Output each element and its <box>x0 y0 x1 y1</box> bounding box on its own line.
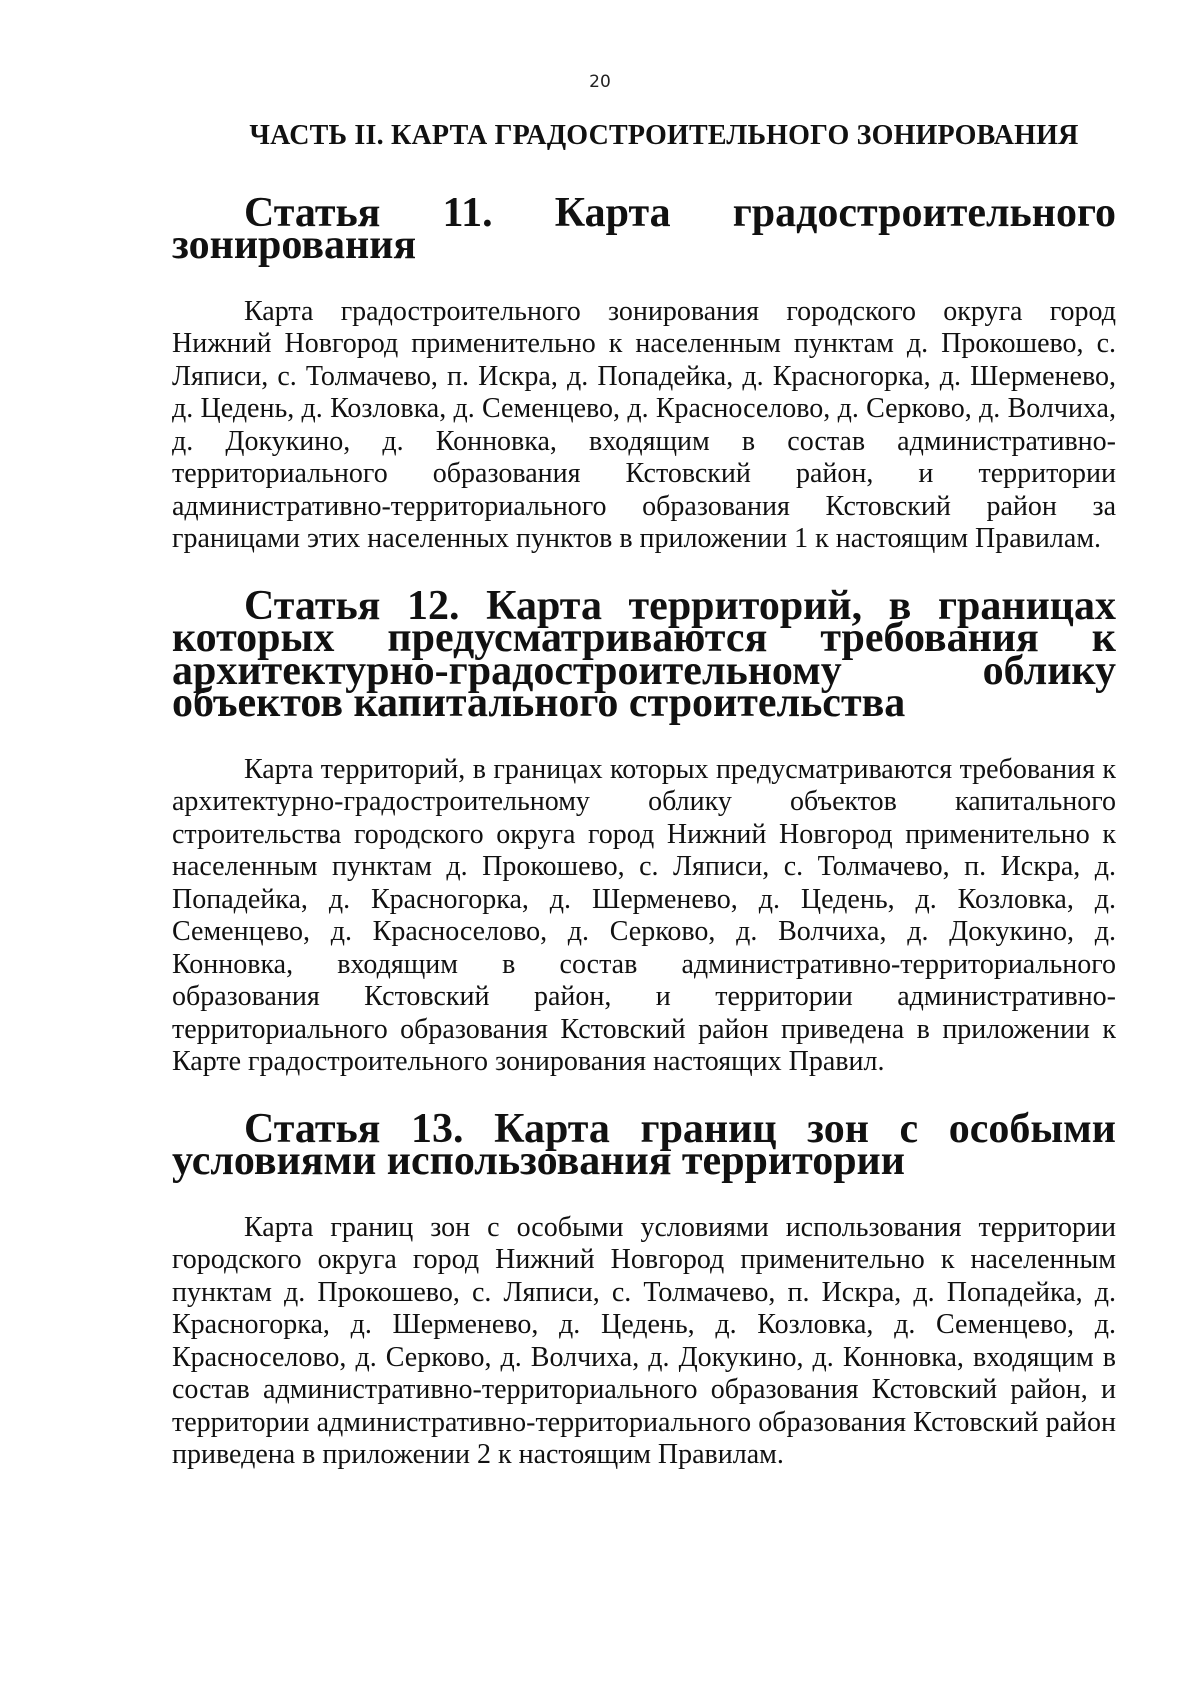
article-11-text: Карта градостроительного зонирования городского округа город Нижний Новгород применительно к населенным пунктам д. Прокошево, с. Ляписи, с. Толмачево, п. Искра, д. Попадейка, д. Красногорка, д. Шерменево, д. Цедень, д. Козловка, д. Семенцево, д. Красноселово, д. Серково, д. Волчиха, д. Докукино, д. Конновка, входящим в состав административно-территориального образования Кстовский район, и территории административно-территориального образования Кстовский район за границами этих населенных пунктов в приложении 1 к настоящим Правилам. <box>172 295 1116 554</box>
document-body <box>172 120 1116 1506</box>
page-number: 20 <box>589 72 611 92</box>
article-12-title: Статья 12. Карта территорий, в границах которых предусматриваются требования к архитектурно-градостроительному облику объектов капитального строительства <box>172 582 1116 726</box>
article-13-title: Статья 13. Карта границ зон с особыми условиями использования территории <box>172 1105 1116 1184</box>
article-11-title: Статья 11. Карта градостроительного зонирования <box>172 189 1116 268</box>
part-title: ЧАСТЬ II. КАРТА ГРАДОСТРОИТЕЛЬНОГО ЗОНИРОВАНИЯ <box>249 120 1079 151</box>
article-12-text: Карта территорий, в границах которых предусматриваются требования к архитектурно-градостроительному облику объектов капитального строительства городского округа город Нижний Новгород применительно к населенным пунктам д. Прокошево, с. Ляписи, с. Толмачево, п. Искра, д. Попадейка, д. Красногорка, д. Шерменево, д. Цедень, д. Козловка, д. Семенцево, д. Красноселово, д. Серково, д. Волчиха, д. Докукино, д. Конновка, входящим в состав административно-территориального образования Кстовский район, и территории административно-территориального образования Кстовский район приведена в приложении к Карте градостроительного зонирования настоящих Правил. <box>172 753 1116 1077</box>
article-13-text: Карта границ зон с особыми условиями использования территории городского округа город Нижний Новгород применительно к населенным пунктам д. Прокошево, с. Ляписи, с. Толмачево, п. Искра, д. Попадейка, д. Красногорка, д. Шерменево, д. Цедень, д. Козловка, д. Семенцево, д. Красноселово, д. Серково, д. Волчиха, д. Докукино, д. Конновка, входящим в состав административно-территориального образования Кстовский район, и территории административно-территориального образования Кстовский район приведена в приложении 2 к настоящим Правилам. <box>172 1211 1116 1470</box>
